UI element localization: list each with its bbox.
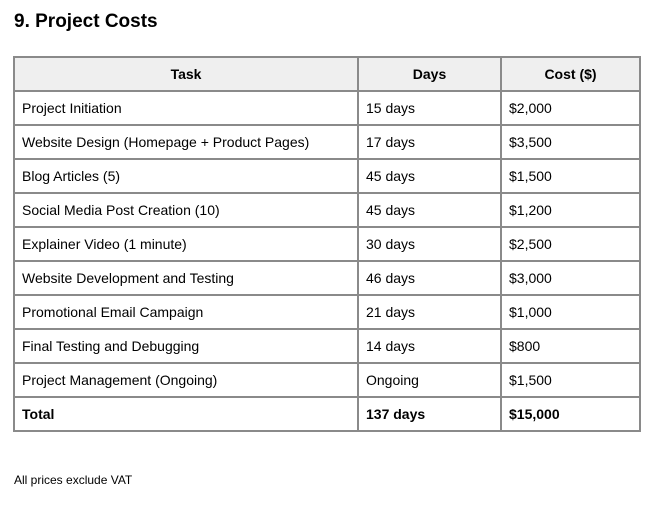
days-cell: 45 days — [358, 193, 501, 227]
cost-cell: $2,500 — [501, 227, 640, 261]
table-row — [14, 329, 640, 363]
total-cost: $15,000 — [501, 397, 640, 431]
task-cell: Final Testing and Debugging — [14, 329, 358, 363]
total-row — [14, 397, 640, 431]
total-days: 137 days — [358, 397, 501, 431]
cost-cell: $3,000 — [501, 261, 640, 295]
table-row — [14, 295, 640, 329]
days-cell: Ongoing — [358, 363, 501, 397]
days-cell: 30 days — [358, 227, 501, 261]
task-cell: Social Media Post Creation (10) — [14, 193, 358, 227]
column-header-task: Task — [14, 57, 358, 91]
vat-footnote: All prices exclude VAT — [14, 473, 133, 487]
days-cell: 15 days — [358, 91, 501, 125]
cost-cell: $1,500 — [501, 159, 640, 193]
days-cell: 46 days — [358, 261, 501, 295]
cost-cell: $1,000 — [501, 295, 640, 329]
table-row — [14, 91, 640, 125]
project-costs-table — [13, 56, 641, 432]
table-row — [14, 159, 640, 193]
task-cell: Promotional Email Campaign — [14, 295, 358, 329]
cost-cell: $1,500 — [501, 363, 640, 397]
task-cell: Project Management (Ongoing) — [14, 363, 358, 397]
column-header-cost: Cost ($) — [501, 57, 640, 91]
days-cell: 21 days — [358, 295, 501, 329]
task-cell: Website Design (Homepage + Product Pages) — [14, 125, 358, 159]
task-cell: Project Initiation — [14, 91, 358, 125]
cost-cell: $1,200 — [501, 193, 640, 227]
column-header-days: Days — [358, 57, 501, 91]
days-cell: 14 days — [358, 329, 501, 363]
table-row — [14, 193, 640, 227]
table-row — [14, 125, 640, 159]
table-row — [14, 363, 640, 397]
days-cell: 45 days — [358, 159, 501, 193]
task-cell: Blog Articles (5) — [14, 159, 358, 193]
task-cell: Explainer Video (1 minute) — [14, 227, 358, 261]
cost-cell: $3,500 — [501, 125, 640, 159]
days-cell: 17 days — [358, 125, 501, 159]
table-header-row — [14, 57, 640, 91]
table-row — [14, 227, 640, 261]
table-row — [14, 261, 640, 295]
cost-cell: $2,000 — [501, 91, 640, 125]
cost-cell: $800 — [501, 329, 640, 363]
total-label: Total — [14, 397, 358, 431]
task-cell: Website Development and Testing — [14, 261, 358, 295]
section-heading: 9. Project Costs — [14, 11, 158, 32]
